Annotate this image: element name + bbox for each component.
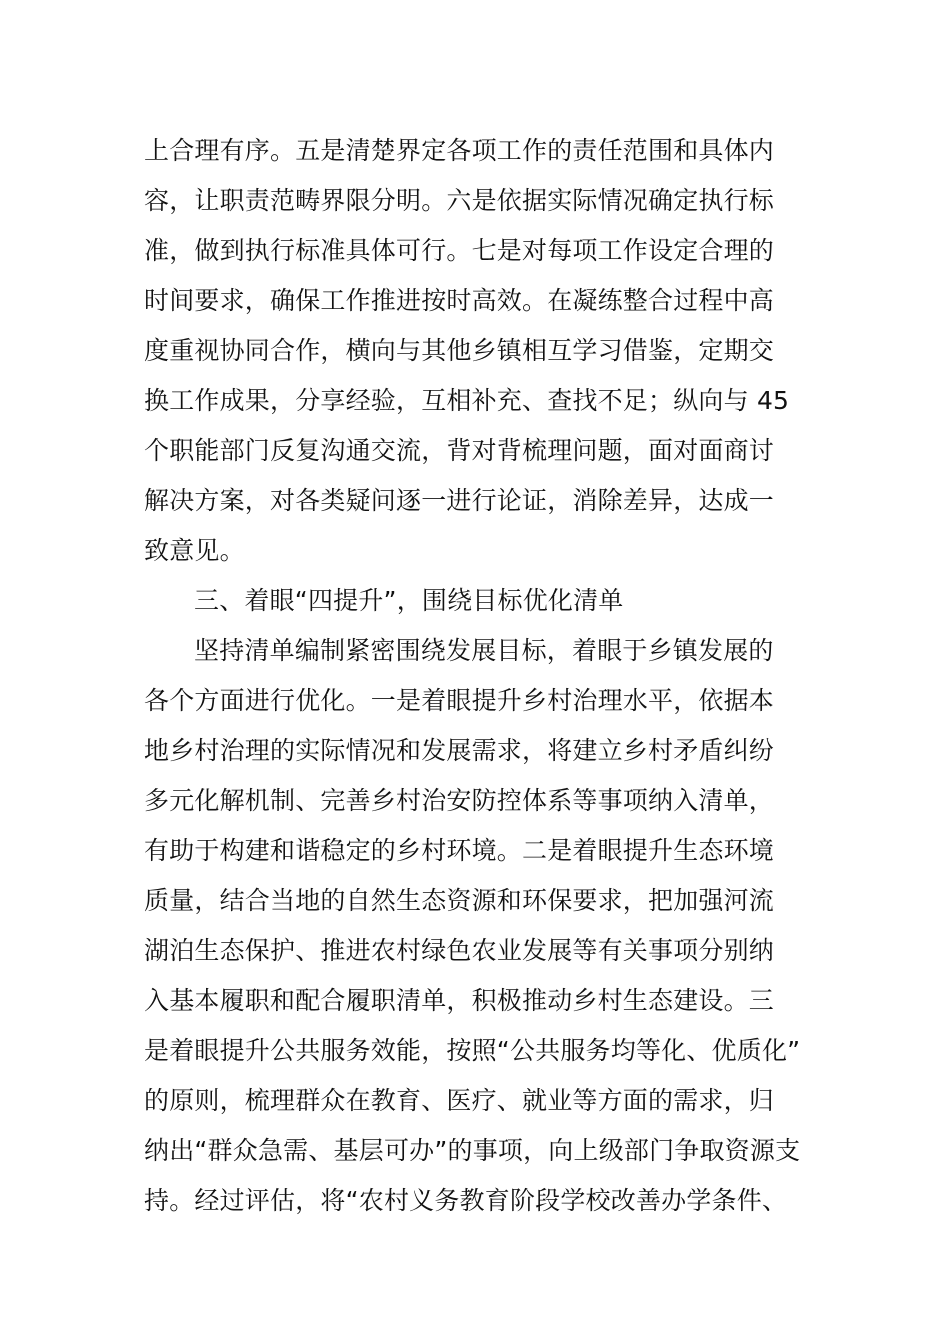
paragraph-line: 质量，结合当地的自然生态资源和环保要求，把加强河流 xyxy=(144,886,775,915)
paragraph-line: 时间要求，确保工作推进按时高效。在凝练整合过程中高 xyxy=(144,286,775,315)
paragraph-line: 换工作成果，分享经验，互相补充、查找不足；纵向与 45 xyxy=(144,386,790,415)
paragraph-line: 上合理有序。五是清楚界定各项工作的责任范围和具体内 xyxy=(144,136,775,165)
paragraph-line: 入基本履职和配合履职清单，积极推动乡村生态建设。三 xyxy=(144,986,775,1015)
body-text xyxy=(144,126,824,1226)
paragraph-line: 个职能部门反复沟通交流，背对背梳理问题，面对面商讨 xyxy=(144,436,775,465)
paragraph-line: 多元化解机制、完善乡村治安防控体系等事项纳入清单， xyxy=(144,786,775,815)
section-heading: 三、着眼“四提升”，围绕目标优化清单 xyxy=(194,586,624,615)
paragraph-line: 是着眼提升公共服务效能，按照“公共服务均等化、优质化” xyxy=(144,1036,801,1065)
paragraph-line: 的原则，梳理群众在教育、医疗、就业等方面的需求，归 xyxy=(144,1086,775,1115)
paragraph-line: 纳出“群众急需、基层可办”的事项，向上级部门争取资源支 xyxy=(144,1136,801,1165)
paragraph-line: 坚持清单编制紧密围绕发展目标，着眼于乡镇发展的 xyxy=(194,636,774,665)
paragraph-line: 解决方案，对各类疑问逐一进行论证，消除差异，达成一 xyxy=(144,486,775,515)
paragraph-line: 各个方面进行优化。一是着眼提升乡村治理水平，依据本 xyxy=(144,686,775,715)
paragraph-line: 度重视协同合作，横向与其他乡镇相互学习借鉴，定期交 xyxy=(144,336,775,365)
paragraph-line: 持。经过评估，将“农村义务教育阶段学校改善办学条件、 xyxy=(144,1186,788,1215)
paragraph-line: 有助于构建和谐稳定的乡村环境。二是着眼提升生态环境 xyxy=(144,836,775,865)
paragraph-line: 准，做到执行标准具体可行。七是对每项工作设定合理的 xyxy=(144,236,775,265)
paragraph-line: 湖泊生态保护、推进农村绿色农业发展等有关事项分别纳 xyxy=(144,936,775,965)
paragraph-line: 致意见。 xyxy=(144,536,245,565)
paragraph-line: 地乡村治理的实际情况和发展需求，将建立乡村矛盾纠纷 xyxy=(144,736,775,765)
paragraph-line: 容，让职责范畴界限分明。六是依据实际情况确定执行标 xyxy=(144,186,775,215)
